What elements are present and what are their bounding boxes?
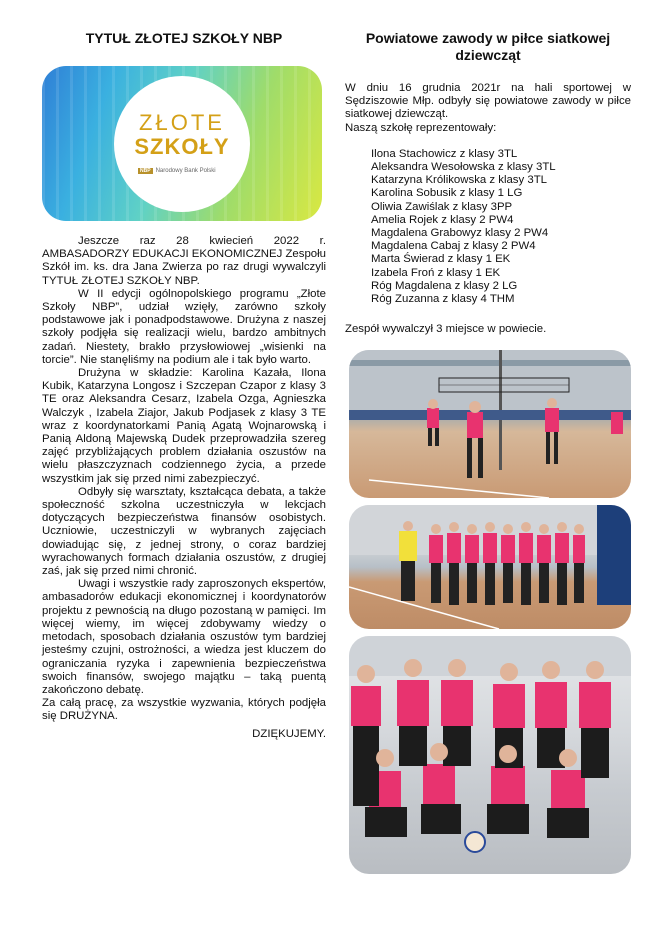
list-item: Ilona Stachowicz z klasy 3TL — [371, 147, 518, 160]
list-item: Róg Magdalena z klasy 2 LG — [371, 279, 518, 292]
logo-circle — [114, 76, 250, 212]
zlote-szkoly-logo-image — [42, 66, 322, 221]
list-item: Izabela Froń z klasy 1 EK — [371, 266, 501, 279]
paragraph: Drużyna w składzie: Karolina Kazała, Ilona Kubik, Katarzyna Longosz i Szczepan Czapor z klasy 3 TE oraz Aleksandra Cesarz, Izabela Ozga, Agnieszka Walczyk , Izabela Ziajor, Jakub Podjasek z klasy 3 TE wraz z koordynatorkami Panią Agatą Wojnarowską i Panią Aldoną Majewską Dudek przeprowadziła szereg zajęć przybliżających problem działania oszustów na wielu płaszczyznach codziennego życia, a przede wszystkim jak się przed nimi zabezpieczyć. — [42, 367, 326, 485]
represent-line: Naszą szkołę reprezentowały: — [345, 121, 497, 134]
list-item: Aleksandra Wesołowska z klasy 3TL — [371, 161, 556, 174]
list-item: Katarzyna Królikowska z klasy 3TL — [371, 174, 547, 187]
left-column — [42, 30, 326, 741]
paragraph: Jeszcze raz 28 kwiecień 2022 r. AMBASADORZY EDUKACJI EKONOMICZNEJ Zespołu Szkół im. ks. dra Jana Zwierza po raz drugi wywalczyli TYTUŁ ZŁOTEJ SZKOŁY NBP. — [42, 235, 326, 287]
team-lineup-photo — [349, 505, 631, 629]
paragraph: Uwagi i wszystkie rady zaproszonych ekspertów, ambasadorów edukacji ekonomicznej i koordynatorów projektu z pewnością na długo pozostaną w pamięci. Im więcej wiemy, im więcej zdobywamy wiedzy o metodach, sposobach działania oszustów tym bardziej jesteśmy czujni, ostrożności, a wiedza jest kluczem do ograniczania ryzyka i zapewnienia bezpieczeństwa swoich finansów, swojego majątku – taką puentą zakończono debatę. — [42, 578, 326, 696]
intro-paragraph: W dniu 16 grudnia 2021r na hali sportowej w Sędziszowie Młp. odbyły się powiatowe zawody w piłce siatkowej dziewcząt. — [345, 82, 631, 121]
nbp-bank-name: Narodowy Bank Polski — [155, 168, 216, 174]
gold-school-title: TYTUŁ ZŁOTEJ SZKOŁY NBP — [85, 30, 283, 46]
team-portrait-photo — [349, 636, 631, 874]
paragraph: Odbyły się warsztaty, kształcąca debata, a także społeczność szkolna uczestniczyła w lekcjach dotyczących bezpieczeństwa finansów osobistych. Uczniowie, uczestniczyli w wybranych zajęciach dowiadując się, z jednej strony, o coraz bardziej wyrachowanych formach działania oszustów, z drugiej zaś, jak się przed nimi chronić. — [42, 485, 326, 578]
volleyball-article — [345, 82, 631, 336]
logo-text-line1: ZŁOTE — [139, 110, 225, 135]
thanks-line: DZIĘKUJEMY. — [252, 727, 326, 740]
nbp-bank-mark — [138, 168, 216, 174]
list-item: Oliwia Zawiślak z klasy 3PP — [371, 200, 513, 213]
volleyball-title: Powiatowe zawody w piłce siatkowej dziewcząt — [365, 30, 611, 63]
right-column — [345, 30, 631, 336]
list-item: Magdalena Cabaj z klasy 2 PW4 — [371, 240, 536, 253]
player-list — [371, 148, 631, 306]
match-scene — [349, 350, 631, 498]
volleyball-match-photo — [349, 350, 631, 498]
lineup-scene — [349, 505, 631, 629]
portrait-scene — [349, 636, 631, 874]
list-item: Magdalena Grabowyz klasy 2 PW4 — [371, 227, 549, 240]
paragraph: W II edycji ogólnopolskiego programu „Złote Szkoły NBP”, udział wzięły, zarówno szkoły podstawowe jak i ponadpodstawowe. Drużyna z naszej szkoły podjęła się realizacji wielu, bardzo ambitnych zadań. Niestety, brakło przysłowiowej „wisienki na torcie”. Nie stanęliśmy na podium ale i tak było warto. — [42, 287, 326, 366]
list-item: Karolina Sobusik z klasy 1 LG — [371, 187, 523, 200]
list-item: Marta Świerad z klasy 1 EK — [371, 253, 511, 266]
list-item: Amelia Rojek z klasy 2 PW4 — [371, 213, 514, 226]
article-body — [42, 235, 326, 741]
list-item: Róg Zuzanna z klasy 4 THM — [371, 293, 515, 306]
closing-paragraph: Za całą pracę, za wszystkie wyzwania, których podjęła się DRUŻYNA. — [42, 697, 326, 723]
result-line: Zespół wywalczył 3 miejsce w powiecie. — [345, 323, 547, 336]
logo-text-line2: SZKOŁY — [134, 134, 230, 159]
nbp-badge: NBP — [140, 168, 151, 174]
